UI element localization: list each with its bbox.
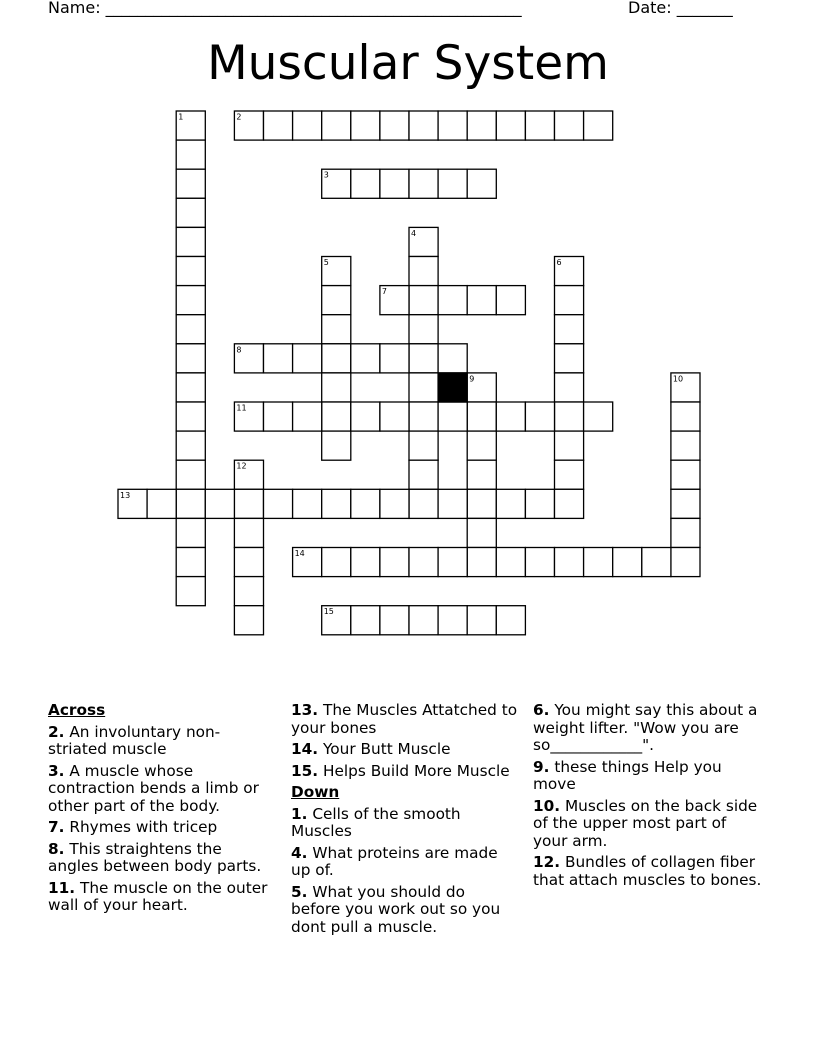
cell-number: 4 (411, 228, 417, 238)
grid-cell[interactable] (467, 169, 496, 198)
clue-across-8: 8. This straightens the angles between body parts. (48, 839, 262, 875)
grid-cell[interactable] (351, 344, 380, 373)
clue-down-9: 9. these things Help you move (533, 757, 722, 793)
cell-number: 3 (323, 170, 329, 180)
grid-cell[interactable] (467, 518, 496, 547)
clue-across-15: 15. Helps Build More Muscle (291, 761, 510, 780)
clue-across-13: 13. The Muscles Attatched to your bones (291, 701, 518, 737)
grid-cell[interactable] (176, 518, 205, 547)
grid-cell[interactable] (293, 402, 322, 431)
grid-cell[interactable] (176, 169, 205, 198)
grid-cell[interactable] (409, 344, 438, 373)
grid-cell[interactable] (671, 548, 700, 577)
grid-cell[interactable] (264, 111, 293, 140)
grid-cell[interactable] (496, 606, 525, 635)
down-heading: Down (291, 783, 340, 801)
grid-cell[interactable] (234, 606, 263, 635)
clue-down-5: 5. What you should do before you work out so you dont pull a muscle. (291, 882, 501, 936)
grid-cell[interactable] (176, 373, 205, 402)
clue-across-11: 11. The muscle on the outer wall of your heart. (48, 878, 268, 914)
grid-cell[interactable] (264, 402, 293, 431)
grid-cell[interactable] (525, 402, 554, 431)
date-field[interactable]: Date: _______ (628, 0, 733, 17)
grid-cell[interactable] (409, 431, 438, 460)
grid-cell[interactable] (176, 286, 205, 315)
cell-number: 5 (323, 258, 329, 267)
grid-cell[interactable] (525, 111, 554, 140)
grid-cell[interactable] (409, 548, 438, 577)
grid-cell[interactable] (322, 286, 351, 315)
name-field[interactable]: Name: ____________________________________________________ (48, 0, 522, 17)
grid-cell[interactable] (409, 286, 438, 315)
grid-cell[interactable] (409, 489, 438, 518)
grid-cell[interactable] (496, 286, 525, 315)
grid-cell[interactable] (264, 344, 293, 373)
grid-cell[interactable] (467, 489, 496, 518)
cell-number: 9 (469, 374, 475, 384)
grid-cell[interactable] (176, 140, 205, 169)
grid-cell[interactable] (409, 402, 438, 431)
grid-cell[interactable] (234, 489, 263, 518)
grid-cell[interactable] (351, 606, 380, 635)
cell-number: 2 (236, 112, 242, 122)
grid-cell[interactable] (642, 548, 671, 577)
grid-cell[interactable] (671, 518, 700, 547)
grid-cell[interactable] (380, 489, 409, 518)
grid-cell[interactable] (438, 606, 467, 635)
grid-cell[interactable] (496, 111, 525, 140)
grid-cell[interactable] (147, 489, 176, 518)
page-title: Muscular System (207, 36, 609, 91)
grid-cell[interactable] (351, 489, 380, 518)
grid-cell[interactable] (264, 489, 293, 518)
clue-down-4: 4. What proteins are made up of. (291, 843, 498, 879)
grid-cell[interactable] (496, 548, 525, 577)
black-cell (438, 373, 467, 402)
grid-cell[interactable] (467, 286, 496, 315)
grid-cell[interactable] (176, 198, 205, 227)
grid-cell[interactable] (438, 489, 467, 518)
grid-cell[interactable] (438, 286, 467, 315)
grid-cell[interactable] (293, 489, 322, 518)
grid-cell[interactable] (584, 111, 613, 140)
clue-across-2: 2. An involuntary non-striated muscle (48, 722, 221, 758)
grid-cell[interactable] (176, 431, 205, 460)
cell-number: 12 (236, 461, 247, 471)
grid-cell[interactable] (467, 111, 496, 140)
grid-cell[interactable] (234, 577, 263, 606)
grid-cell[interactable] (176, 402, 205, 431)
grid-cell[interactable] (293, 111, 322, 140)
grid-cell[interactable] (176, 489, 205, 518)
grid-cell[interactable] (438, 344, 467, 373)
grid-cell[interactable] (555, 460, 584, 489)
grid-cell[interactable] (322, 431, 351, 460)
grid-cell[interactable] (409, 315, 438, 344)
grid-cell[interactable] (351, 548, 380, 577)
grid-cell[interactable] (409, 111, 438, 140)
cell-number: 15 (323, 607, 334, 617)
grid-cell[interactable] (234, 548, 263, 577)
grid-cell[interactable] (409, 257, 438, 286)
grid-cell[interactable] (176, 577, 205, 606)
grid-cell[interactable] (176, 315, 205, 344)
grid-cell[interactable] (467, 431, 496, 460)
cell-number: 13 (120, 490, 131, 500)
grid-cell[interactable] (467, 460, 496, 489)
grid-cell[interactable] (671, 431, 700, 460)
grid-cell[interactable] (176, 227, 205, 256)
clue-down-12: 12. Bundles of collagen fiber that attach muscles to bones. (533, 853, 762, 889)
grid-cell[interactable] (671, 402, 700, 431)
grid-cell[interactable] (409, 169, 438, 198)
grid-cell[interactable] (409, 606, 438, 635)
grid-cell[interactable] (322, 489, 351, 518)
clue-down-6: 6. You might say this about a weight lifter. "Wow you are so____________". (533, 701, 758, 754)
cell-number: 8 (236, 345, 242, 355)
grid-cell[interactable] (555, 315, 584, 344)
grid-cell[interactable] (351, 402, 380, 431)
clues-column-1 (48, 702, 276, 919)
grid-cell[interactable] (234, 518, 263, 547)
grid-cell[interactable] (555, 111, 584, 140)
cell-number: 11 (236, 403, 247, 413)
grid-cell[interactable] (496, 402, 525, 431)
grid-cell[interactable] (322, 548, 351, 577)
grid-cell[interactable] (176, 460, 205, 489)
grid-cell[interactable] (380, 402, 409, 431)
clues-column-3 (533, 702, 765, 893)
grid-cell[interactable] (380, 344, 409, 373)
grid-cell[interactable] (555, 344, 584, 373)
grid-cell[interactable] (351, 169, 380, 198)
grid-cell[interactable] (496, 489, 525, 518)
grid-cell[interactable] (176, 257, 205, 286)
grid-cell[interactable] (322, 344, 351, 373)
across-heading: Across (48, 701, 106, 719)
grid-cell[interactable] (467, 402, 496, 431)
grid-cell[interactable] (438, 402, 467, 431)
clue-down-1: 1. Cells of the smooth Muscles (291, 804, 461, 840)
clue-across-14: 14. Your Butt Muscle (291, 740, 451, 758)
clue-down-10: 10. Muscles on the back side of the upper most part of your arm. (533, 796, 758, 850)
grid-cell[interactable] (613, 548, 642, 577)
clues-column-2 (291, 702, 519, 940)
grid-cell[interactable] (671, 460, 700, 489)
grid-cell[interactable] (380, 111, 409, 140)
cell-number: 6 (556, 258, 562, 267)
clue-across-3: 3. A muscle whose contraction bends a limb or other part of the body. (48, 761, 259, 815)
grid-cell[interactable] (525, 548, 554, 577)
grid-cell[interactable] (438, 111, 467, 140)
grid-cell[interactable] (380, 169, 409, 198)
grid-cell[interactable] (380, 548, 409, 577)
grid-cell[interactable] (351, 111, 380, 140)
cell-number: 14 (294, 549, 305, 558)
grid-cell[interactable] (322, 315, 351, 344)
grid-cell[interactable] (671, 489, 700, 518)
grid-cell[interactable] (176, 548, 205, 577)
grid-cell[interactable] (409, 373, 438, 402)
grid-cell[interactable] (322, 373, 351, 402)
cell-number: 7 (381, 287, 387, 297)
grid-cell[interactable] (205, 489, 234, 518)
grid-cell[interactable] (555, 373, 584, 402)
grid-cell[interactable] (467, 606, 496, 635)
cell-number: 1 (178, 112, 184, 122)
grid-cell[interactable] (176, 344, 205, 373)
grid-cell[interactable] (467, 548, 496, 577)
grid-cell[interactable] (555, 286, 584, 315)
cell-number: 10 (672, 374, 684, 384)
clue-across-7: 7. Rhymes with tricep (48, 818, 218, 836)
grid-cell[interactable] (322, 111, 351, 140)
grid-cell[interactable] (555, 402, 584, 431)
grid-cell[interactable] (525, 489, 554, 518)
grid-cell[interactable] (438, 169, 467, 198)
grid-cell[interactable] (322, 402, 351, 431)
grid-cell[interactable] (555, 548, 584, 577)
grid-cell[interactable] (584, 402, 613, 431)
grid-cell[interactable] (380, 606, 409, 635)
grid-cell[interactable] (555, 489, 584, 518)
grid-cell[interactable] (409, 460, 438, 489)
grid-cell[interactable] (584, 548, 613, 577)
grid-cell[interactable] (293, 344, 322, 373)
grid-cell[interactable] (555, 431, 584, 460)
grid-cell[interactable] (438, 548, 467, 577)
